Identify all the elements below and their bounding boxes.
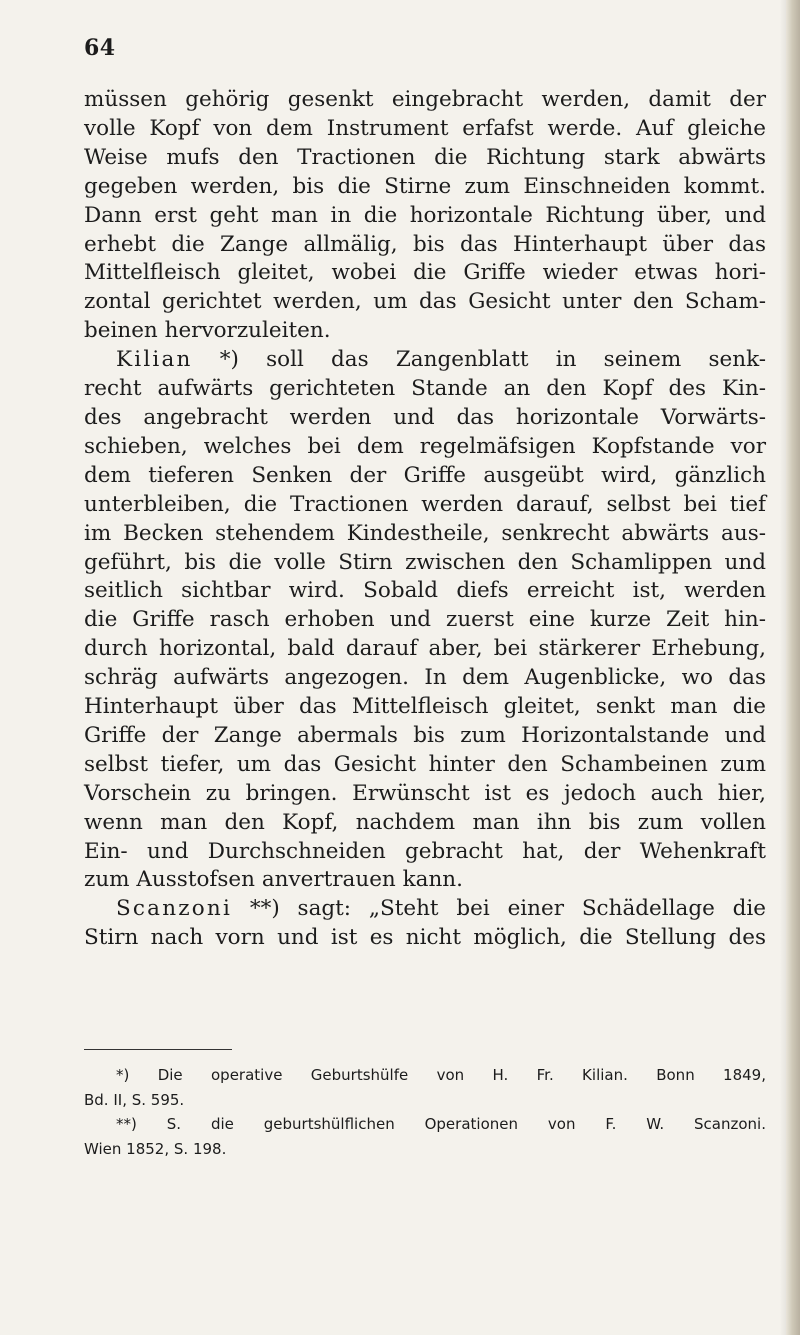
text-line: selbst tiefer, um das Gesicht hinter den Schambeinen zum xyxy=(84,751,766,777)
text-line: des angebracht werden und das horizontale Vorwärts- xyxy=(84,404,766,430)
text-line: Ein- und Durchschneiden gebracht hat, der Wehenkraft xyxy=(84,838,766,864)
footnote-scanzoni-continued: Wien 1852, S. 198. xyxy=(84,1139,227,1158)
text-line: volle Kopf von dem Instrument erfafst werde. Auf gleiche xyxy=(84,115,766,141)
text-line: Dann erst geht man in die horizontale Richtung über, und xyxy=(84,202,766,228)
text-line: gegeben werden, bis die Stirne zum Einschneiden kommt. xyxy=(84,173,766,199)
page-edge xyxy=(786,0,800,1335)
author-name-kilian: Kilian xyxy=(116,347,193,373)
text-line: Mittelfleisch gleitet, wobei die Griffe wieder etwas hori- xyxy=(84,260,766,286)
body-text xyxy=(84,86,766,953)
text-line: Griffe der Zange abermals bis zum Horizontalstande und xyxy=(84,722,766,748)
text-line: seitlich sichtbar wird. Sobald diefs erreicht ist, werden xyxy=(84,578,766,604)
text-line: geführt, bis die volle Stirn zwischen den Schamlippen und xyxy=(84,549,766,575)
text-fragment: *) soll das Zangenblatt in seinem senk- xyxy=(192,347,766,373)
text-line: unterbleiben, die Tractionen werden darauf, selbst bei tief xyxy=(84,491,766,517)
footnotes xyxy=(84,1063,766,1161)
text-line: wenn man den Kopf, nachdem man ihn bis zum vollen xyxy=(84,809,766,835)
text-line: Vorschein zu bringen. Erwünscht ist es jedoch auch hier, xyxy=(84,780,766,806)
page-number: 64 xyxy=(84,35,116,61)
text-line: Stirn nach vorn und ist es nicht möglich, die Stellung des xyxy=(84,925,766,951)
text-line: Weise mufs den Tractionen die Richtung stark abwärts xyxy=(84,144,766,170)
text-line: recht aufwärts gerichteten Stande an den Kopf des Kin- xyxy=(84,376,766,402)
footnote-kilian-continued: Bd. II, S. 595. xyxy=(84,1090,185,1109)
footnote-kilian: *) Die operative Geburtshülfe von H. Fr. Kilian. Bonn 1849, xyxy=(116,1066,766,1084)
text-line: durch horizontal, bald darauf aber, bei stärkerer Erhebung, xyxy=(84,636,766,662)
text-line: müssen gehörig gesenkt eingebracht werden, damit der xyxy=(84,87,766,112)
text-line: schräg aufwärts angezogen. In dem Augenblicke, wo das xyxy=(84,665,766,691)
footnote-scanzoni: **) S. die geburtshülflichen Operationen von F. W. Scanzoni. xyxy=(116,1115,766,1133)
author-name-scanzoni: Scanzoni xyxy=(116,896,233,922)
text-fragment: **) sagt: „Steht bei einer Schädellage die xyxy=(232,896,766,922)
text-line: die Griffe rasch erhoben und zuerst eine kurze Zeit hin- xyxy=(84,607,766,633)
text-line: zontal gerichtet werden, um das Gesicht unter den Scham- xyxy=(84,289,766,315)
text-line: beinen hervorzuleiten. xyxy=(84,318,331,344)
text-line: im Becken stehendem Kindestheile, senkrecht abwärts aus- xyxy=(84,520,766,546)
paragraph-start-scanzoni xyxy=(84,895,766,924)
footnote-separator-rule xyxy=(84,1049,232,1050)
paragraph-start-kilian xyxy=(84,346,766,375)
text-line: dem tieferen Senken der Griffe ausgeübt wird, gänzlich xyxy=(84,462,766,488)
text-line: zum Ausstofsen anvertrauen kann. xyxy=(84,867,463,893)
text-line: erhebt die Zange allmälig, bis das Hinterhaupt über das xyxy=(84,231,766,257)
text-line: Hinterhaupt über das Mittelfleisch gleitet, senkt man die xyxy=(84,694,766,720)
text-line: schieben, welches bei dem regelmäfsigen Kopfstande vor xyxy=(84,433,766,459)
